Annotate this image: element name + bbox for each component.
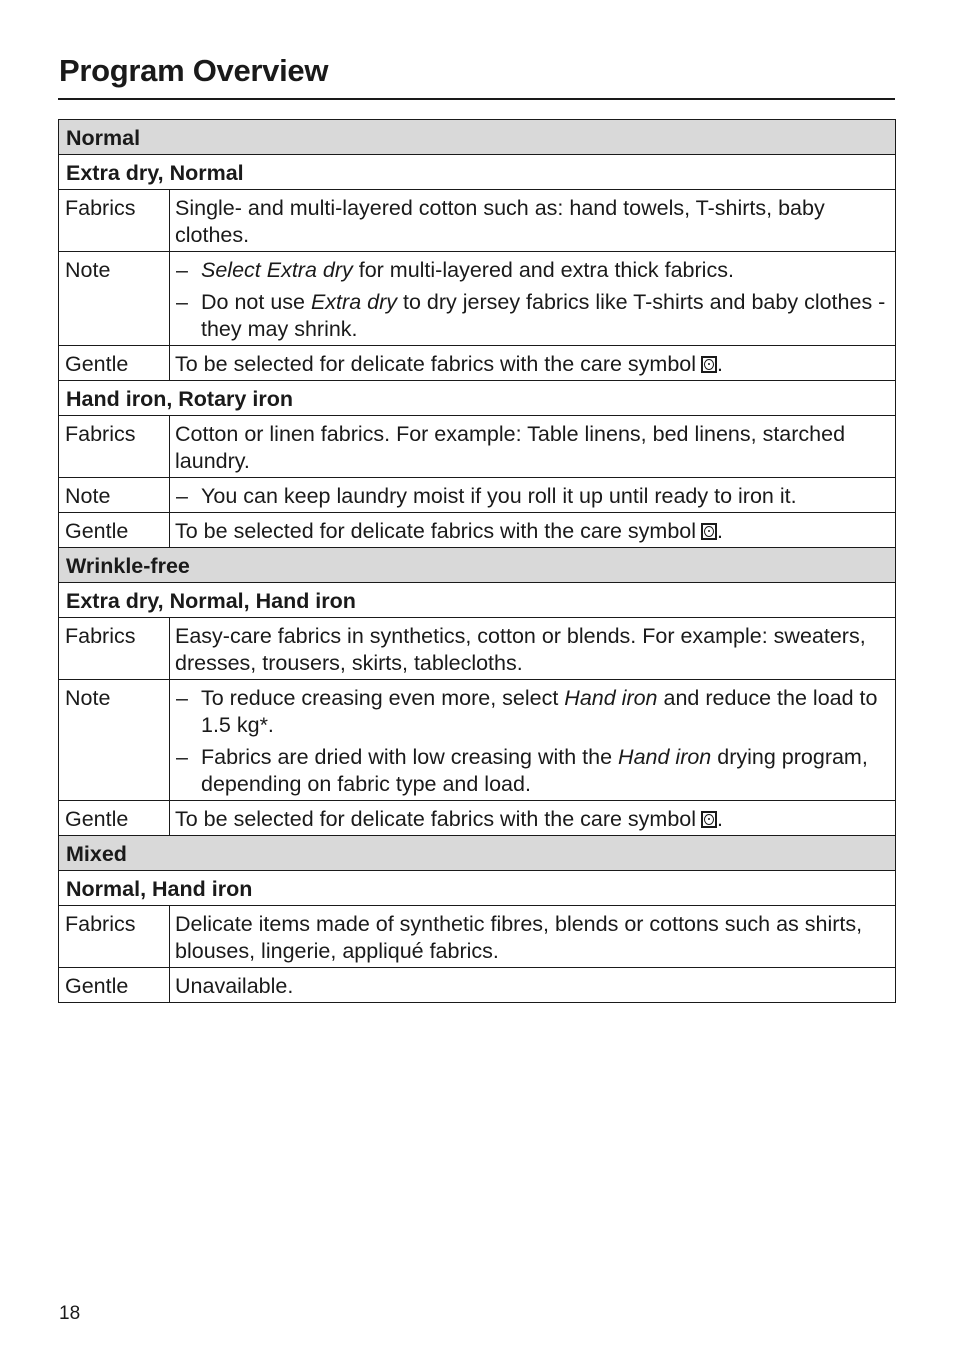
row-value [170,618,896,680]
table-row-note [59,478,896,513]
row-label: Fabrics [59,906,170,968]
row-value [170,252,896,346]
text-segment: . [717,352,724,376]
row-value [170,680,896,801]
text-segment: for multi-layered and extra thick fabrics. [352,258,734,282]
row-label: Gentle [59,346,170,381]
text-segment: To be selected for delicate fabrics with the care symbol [175,807,697,831]
table-row-text [59,801,896,836]
row-value [170,478,896,513]
row-label: Fabrics [59,416,170,478]
text-segment: and reduce the load to 1.5 kg*. [201,686,878,737]
program-options-heading: Extra dry, Normal [59,155,896,190]
text-segment: You can keep laundry moist if you roll it up until ready to iron it. [201,484,797,508]
table-row-group [59,548,896,583]
note-list-item [175,744,889,798]
row-value [170,346,896,381]
program-options-heading: Hand iron, Rotary iron [59,381,896,416]
row-label: Fabrics [59,618,170,680]
row-label: Note [59,478,170,513]
row-label: Gentle [59,513,170,548]
row-value [170,190,896,252]
text-segment: Single- and multi-layered cotton such as: hand towels, T-shirts, baby clothes. [175,196,825,247]
text-segment: Delicate items made of synthetic fibres, blends or cottons such as shirts, blouses, lingerie, appliqué fabrics. [175,912,863,963]
table-row-sub [59,155,896,190]
program-name-emphasis: Select Extra dry [201,258,353,282]
text-segment: drying program, depending on fabric type and load. [201,745,868,796]
table-body [59,120,896,1003]
row-label: Fabrics [59,190,170,252]
text-segment: To reduce creasing even more, select [201,686,565,710]
table-row-text [59,513,896,548]
program-overview-table [58,119,896,1003]
table-row-text [59,618,896,680]
list-dash: – [176,258,188,282]
table-row-group [59,120,896,155]
program-group-heading: Normal [59,120,896,155]
program-name-emphasis: Extra dry [310,290,397,314]
row-label: Gentle [59,801,170,836]
text-segment: . [717,519,724,543]
table-row-sub [59,871,896,906]
table-row-note [59,252,896,346]
text-segment: To be selected for delicate fabrics with the care symbol [175,519,697,543]
care-symbol-tumble-dry-low-icon [701,523,717,540]
care-symbol-tumble-dry-low-icon [701,356,717,373]
text-segment: Do not use [201,290,311,314]
list-dash: – [176,686,188,710]
page-title: Program Overview [59,53,329,88]
table-row-note [59,680,896,801]
note-list-item [175,483,889,510]
table-row-text [59,190,896,252]
list-dash: – [176,484,188,508]
row-value [170,416,896,478]
row-label: Note [59,252,170,346]
text-segment: To be selected for delicate fabrics with the care symbol [175,352,697,376]
table-row-sub [59,583,896,618]
list-dash: – [176,745,188,769]
program-options-heading: Extra dry, Normal, Hand iron [59,583,896,618]
title-divider [58,98,895,100]
program-group-heading: Mixed [59,836,896,871]
table-row-text [59,346,896,381]
text-segment: Easy-care fabrics in synthetics, cotton or blends. For example: sweaters, dresses, trousers, skirts, tablecloths. [175,624,866,675]
care-symbol-tumble-dry-low-icon [701,811,717,828]
row-value [170,906,896,968]
note-list-item [175,289,889,343]
table-row-group [59,836,896,871]
program-name-emphasis: Hand iron [564,686,658,710]
text-segment: . [717,807,724,831]
text-segment: Fabrics are dried with low creasing with the [201,745,619,769]
table-row-text [59,906,896,968]
text-segment: to dry jersey fabrics like T-shirts and baby clothes - they may shrink. [201,290,886,341]
row-value [170,513,896,548]
program-options-heading: Normal, Hand iron [59,871,896,906]
table-row-sub [59,381,896,416]
program-name-emphasis: Hand iron [618,745,712,769]
note-list-item [175,257,889,284]
program-group-heading: Wrinkle-free [59,548,896,583]
list-dash: – [176,290,188,314]
row-value [170,968,896,1003]
row-label: Note [59,680,170,801]
text-segment: Cotton or linen fabrics. For example: Table linens, bed linens, starched laundry. [175,422,846,473]
text-segment: Unavailable. [175,974,294,998]
row-value [170,801,896,836]
page-number: 18 [59,1303,81,1324]
row-label: Gentle [59,968,170,1003]
note-list-item [175,685,889,739]
table-row-text [59,416,896,478]
table-row-text [59,968,896,1003]
